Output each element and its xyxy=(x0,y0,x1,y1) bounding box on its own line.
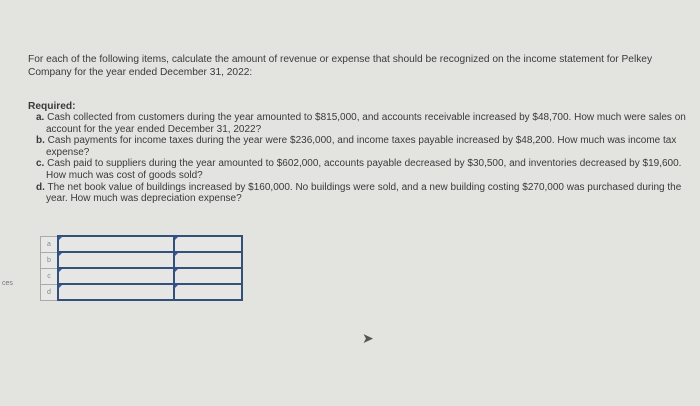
item-text: Cash paid to suppliers during the year amounted to $602,000, accounts payable decreased by $30,500, and inventories decreased by $19,600. How much was cost of goods sold? xyxy=(46,158,682,181)
required-item-b xyxy=(36,135,700,158)
account-input[interactable] xyxy=(58,268,174,284)
amount-input[interactable] xyxy=(174,268,242,284)
required-heading: Required: xyxy=(28,101,76,112)
account-input[interactable] xyxy=(58,252,174,268)
account-input[interactable] xyxy=(58,284,174,300)
answer-table xyxy=(40,235,243,301)
item-text: Cash collected from customers during the year amounted to $815,000, and accounts receivable increased by $48,700. How much were sales on account for the year ended December 31, 2022? xyxy=(46,112,686,135)
item-text: Cash payments for income taxes during the year were $236,000, and income taxes payable increased by $48,200. How much was income tax expense? xyxy=(46,135,677,158)
item-letter: b. xyxy=(36,135,45,147)
account-input[interactable] xyxy=(58,236,174,252)
row-label: d xyxy=(41,284,59,300)
row-label: b xyxy=(41,252,59,268)
amount-input[interactable] xyxy=(174,236,242,252)
mouse-cursor-icon: ➤ xyxy=(362,330,374,346)
amount-input[interactable] xyxy=(174,284,242,300)
table-row xyxy=(41,284,243,300)
required-list xyxy=(36,112,700,205)
table-row xyxy=(41,236,243,252)
amount-input[interactable] xyxy=(174,252,242,268)
row-label: a xyxy=(41,236,59,252)
required-item-a xyxy=(36,112,700,135)
side-text: ces xyxy=(2,280,13,287)
instructions: For each of the following items, calculate the amount of revenue or expense that should be recognized on the income statement for Pelkey Company for the year ended December 31, 2022: xyxy=(28,54,653,78)
item-text: The net book value of buildings increased by $160,000. No buildings were sold, and a new building costing $270,000 was purchased during the year. How much was depreciation expense? xyxy=(46,181,682,205)
item-letter: d. xyxy=(36,181,45,193)
required-item-d xyxy=(36,182,700,205)
required-item-c xyxy=(36,158,700,181)
table-row xyxy=(41,268,243,284)
item-letter: c. xyxy=(36,158,45,170)
table-row xyxy=(41,252,243,268)
item-letter: a. xyxy=(36,112,45,123)
row-label: c xyxy=(41,268,59,284)
